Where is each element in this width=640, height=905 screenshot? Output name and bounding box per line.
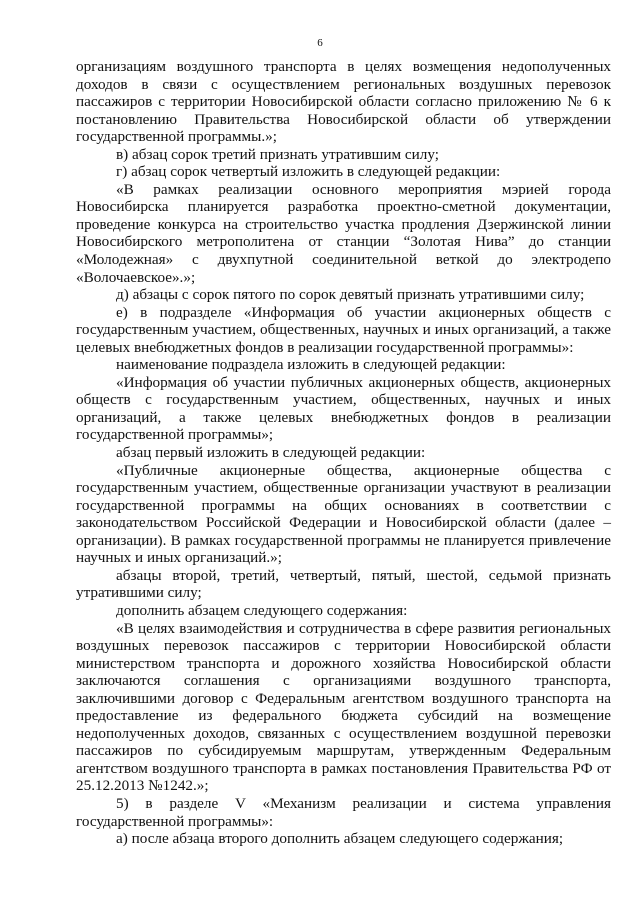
- page-number: 6: [317, 37, 323, 49]
- paragraph: наименование подраздела изложить в следующей редакции:: [116, 356, 506, 374]
- paragraph: «В целях взаимодействия и сотрудничества в сфере развития региональных воздушных перевозок пассажиров с территории Новосибирской области министерством транспорта и дорожного хозяйства Новосибирской области заключаются соглашения с организациями воздушного транспорта, заключившими договор с Федеральным агентством воздушного транспорта на предоставление из федерального бюджета субсидий на возмещение недополученных доходов, связанных с осуществлением воздушной перевозки пассажиров по субсидируемым маршрутам, утвержденным Федеральным агентством воздушного транспорта в рамках постановления Правительства РФ от 25.12.2013 №1242.»;: [76, 619, 611, 795]
- paragraph: г) абзац сорок четвертый изложить в следующей редакции:: [116, 163, 501, 181]
- paragraph: 5) в разделе V «Механизм реализации и система управления государственной программы»:: [76, 794, 611, 830]
- document-body: [76, 58, 611, 848]
- paragraph: «В рамках реализации основного мероприятия мэрией города Новосибирска планируется разработка проектно-сметной документации, проведение конкурса на строительство участка продления Дзержинской линии Новосибирского метрополитена от станции “Золотая Нива” до станции «Молодежная» с двухпутной соединительной веткой до электродепо «Волочаевское».»;: [76, 180, 611, 286]
- paragraph: е) в подразделе «Информация об участии акционерных обществ с государственным участием, общественных, научных и иных организаций, а также целевых внебюджетных фондов в реализации государственной программы»:: [76, 303, 611, 356]
- paragraph: «Публичные акционерные общества, акционерные общества с государственным участием, общественные организации участвуют в реализации государственной программы на общих основаниях в соответствии с законодательством Российской Федерации и Новосибирской области (далее – организации). В рамках государственной программы не планируется привлечение научных и иных организаций.»;: [76, 461, 611, 567]
- paragraph: а) после абзаца второго дополнить абзацем следующего содержания;: [116, 830, 564, 848]
- paragraph: организациям воздушного транспорта в целях возмещения недополученных доходов в связи с осуществлением региональных воздушных перевозок пассажиров с территории Новосибирской области согласно приложению № 6 к постановлению Правительства Новосибирской области об утверждении государственной программы.»;: [76, 58, 611, 146]
- paragraph: в) абзац сорок третий признать утратившим силу;: [116, 145, 439, 163]
- paragraph: д) абзацы с сорок пятого по сорок девятый признать утратившими силу;: [116, 286, 585, 304]
- paragraph: абзацы второй, третий, четвертый, пятый, шестой, седьмой признать утратившими силу;: [76, 566, 611, 602]
- paragraph: дополнить абзацем следующего содержания:: [116, 601, 408, 619]
- paragraph: «Информация об участии публичных акционерных обществ, акционерных обществ с государственным участием, общественных, научных и иных организаций, а также целевых внебюджетных фондов в реализации государственной программы»;: [76, 373, 611, 444]
- paragraph: абзац первый изложить в следующей редакции:: [116, 444, 426, 462]
